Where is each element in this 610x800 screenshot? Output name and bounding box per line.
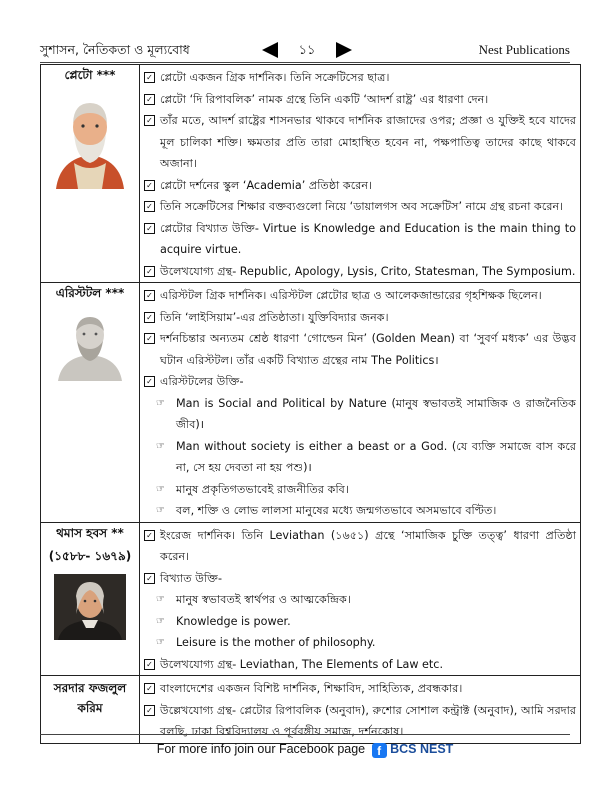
pointing-hand-icon: ☞ [156,505,165,516]
person-name: থমাস হবস ** [56,525,124,540]
list-item: ✓ তিনি ‘লাইসিয়াম’-এর প্রতিষ্ঠাতা। যুক্তিবিদ্যার জনক। [144,307,576,329]
next-arrow-icon[interactable] [336,42,352,58]
checkbox-icon: ✓ [144,659,155,670]
list-item: ✓ ইংরেজ দার্শনিক। তিনি Leviathan (১৬৫১) গ্রন্থে ‘সামাজিক চুক্তি তত্ত্ব’ ধারণা প্রতিষ্ঠা করেন। [144,525,576,568]
pointing-hand-icon: ☞ [156,594,165,605]
list-item: ✓ এরিস্টটলের উক্তি- [144,371,576,393]
checkbox-icon: ✓ [144,573,155,584]
list-item: ✓ উলেখযোগ্য গ্রন্থ- Leviathan, The Elements of Law etc. [144,654,576,676]
quote-item: ☞ Leisure is the mother of philosophy. [144,632,576,654]
checkbox-icon: ✓ [144,180,155,191]
checkbox-icon: ✓ [144,290,155,301]
list-item: ✓ প্লেটোর বিখ্যাত উক্তি- Virtue is Knowledge and Education is the main thing to acquire virtue. [144,218,576,261]
page-navigation [262,40,352,60]
list-item: ✓ বাংলাদেশের একজন বিশিষ্ট দার্শনিক, শিক্ষাবিদ, সাহিত্যিক, প্রবন্ধকার। [144,678,576,700]
person-cell [41,676,140,744]
person-name: সরদার ফজলুল করিম [53,681,127,715]
facebook-icon[interactable]: f [372,743,387,758]
list-item: ✓ বিখ্যাত উক্তি- [144,568,576,590]
quote-item: ☞ Man without society is either a beast or a God. (যে ব্যক্তি সমাজে বাস করে না, সে হয় দেবতা না হয় পশু)। [144,436,576,479]
points-cell [140,522,581,676]
checkbox-icon: ✓ [144,266,155,277]
table-row [41,65,581,283]
person-cell [41,522,140,676]
header-divider [40,62,570,63]
footer-text: For more info join our Facebook page [156,742,366,756]
footer-divider [40,734,570,735]
checkbox-icon: ✓ [144,376,155,387]
list-item: ✓ এরিস্টটল গ্রিক দার্শনিক। এরিস্টটল প্লেটোর ছাত্র ও আলেকজান্ডারের গৃহশিক্ষক ছিলেন। [144,285,576,307]
checkbox-icon: ✓ [144,530,155,541]
list-item: ✓ উলেখযোগ্য গ্রন্থ- Republic, Apology, Lysis, Crito, Statesman, The Symposium. [144,261,576,283]
checkbox-icon: ✓ [144,705,155,716]
checkbox-icon: ✓ [144,201,155,212]
person-cell [41,283,140,523]
page-footer [0,742,610,758]
person-name: এরিস্টটল *** [55,286,125,300]
list-item: ✓ প্লেটো একজন গ্রিক দার্শনিক। তিনি সক্রেটিসের ছাত্র। [144,67,576,89]
checkbox-icon: ✓ [144,683,155,694]
list-item: ✓ তাঁর মতে, আদর্শ রাষ্ট্রের শাসনভার থাকবে দার্শনিক রাজাদের ওপর; প্রজ্ঞা ও যুক্তিই হবে যাদের মূল চালিকা শক্তি। ক্ষমতার প্রতি তারা মোহাস্থিত হবেন না, পক্ষপাতিত্ব তাদের কাছে থাকবে অজানা। [144,110,576,175]
quote-item: ☞ মানুষ প্রকৃতিগতভাবেই রাজনীতির কবি। [144,479,576,501]
pointing-hand-icon: ☞ [156,483,165,495]
person-cell [41,65,140,283]
quote-item: ☞ Man is Social and Political by Nature (মানুষ স্বভাবতই সামাজিক ও রাজনৈতিক জীব)। [144,393,576,436]
quote-item: ☞ Knowledge is power. [144,611,576,633]
aristotle-portrait [52,311,128,381]
checkbox-icon: ✓ [144,72,155,83]
points-cell [140,283,581,523]
table-row [41,676,581,744]
table-row [41,283,581,523]
points-cell [140,676,581,744]
points-cell [140,65,581,283]
page-header [40,40,570,62]
pointing-hand-icon: ☞ [156,397,165,409]
quote-item: ☞ বল, শক্তি ও লোভ লালসা মানুষের মধ্যে জন্মগতভাবে অসমভাবে বণ্টিত। [144,500,576,522]
list-item: ✓ দর্শনচিন্তার অন্যতম শ্রেষ্ঠ ধারণা ‘গোল্ডেন মিন’ (Golden Mean) বা ‘সুবর্ণ মধ্যক’ এর উদ্ভব ঘটান এরিস্টটল। তাঁর একটি বিখ্যাত গ্রন্থের নাম The Politics। [144,328,576,371]
previous-arrow-icon[interactable] [262,42,278,58]
publisher-name: Nest Publications [478,42,570,57]
checkbox-icon: ✓ [144,312,155,323]
pointing-hand-icon: ☞ [156,637,165,648]
plato-portrait [52,93,128,189]
list-item: ✓ প্লেটো দর্শনের স্কুল ‘Academia’ প্রতিষ্ঠা করেন। [144,175,576,197]
table-row [41,522,581,676]
list-item: ✓ প্লেটো ‘দি রিপাবলিক’ নামক গ্রন্থে তিনি একটি ‘আদর্শ রাষ্ট্র’ এর ধারণা দেন। [144,89,576,111]
hobbes-portrait [54,574,126,640]
checkbox-icon: ✓ [144,94,155,105]
checkbox-icon: ✓ [144,333,155,344]
person-dates: (১৫৮৮- ১৬৭৯) [48,548,132,563]
list-item: ✓ উল্লেখযোগ্য গ্রন্থ- প্লেটোর রিপাবলিক (অনুবাদ), রুশোর সোশাল কন্ট্রাক্ট (অনুবাদ), আমি সরদার বলছি, ঢাকা বিশ্ববিদ্যালয় ও পূর্ববঙ্গীয় সমাজ, দর্শনকোষ। [144,700,576,743]
philosophers-table [40,64,581,744]
list-item: ✓ তিনি সক্রেটিসের শিক্ষার বক্তব্যগুলো নিয়ে ‘ডায়ালগস অব সক্রেটিস’ নামে গ্রন্থ রচনা করেন। [144,196,576,218]
person-name: প্লেটো *** [64,68,116,82]
checkbox-icon: ✓ [144,115,155,126]
brand-name[interactable]: BCS NEST [390,742,454,756]
checkbox-icon: ✓ [144,223,155,234]
book-title: সুশাসন, নৈতিকতা ও মূল্যবোধ [40,42,190,57]
quote-item: ☞ মানুষ স্বভাবতই স্বার্থপর ও আত্মকেন্দ্রিক। [144,589,576,611]
pointing-hand-icon: ☞ [156,615,165,627]
pointing-hand-icon: ☞ [156,440,165,452]
page-number: ১১ [298,43,316,58]
